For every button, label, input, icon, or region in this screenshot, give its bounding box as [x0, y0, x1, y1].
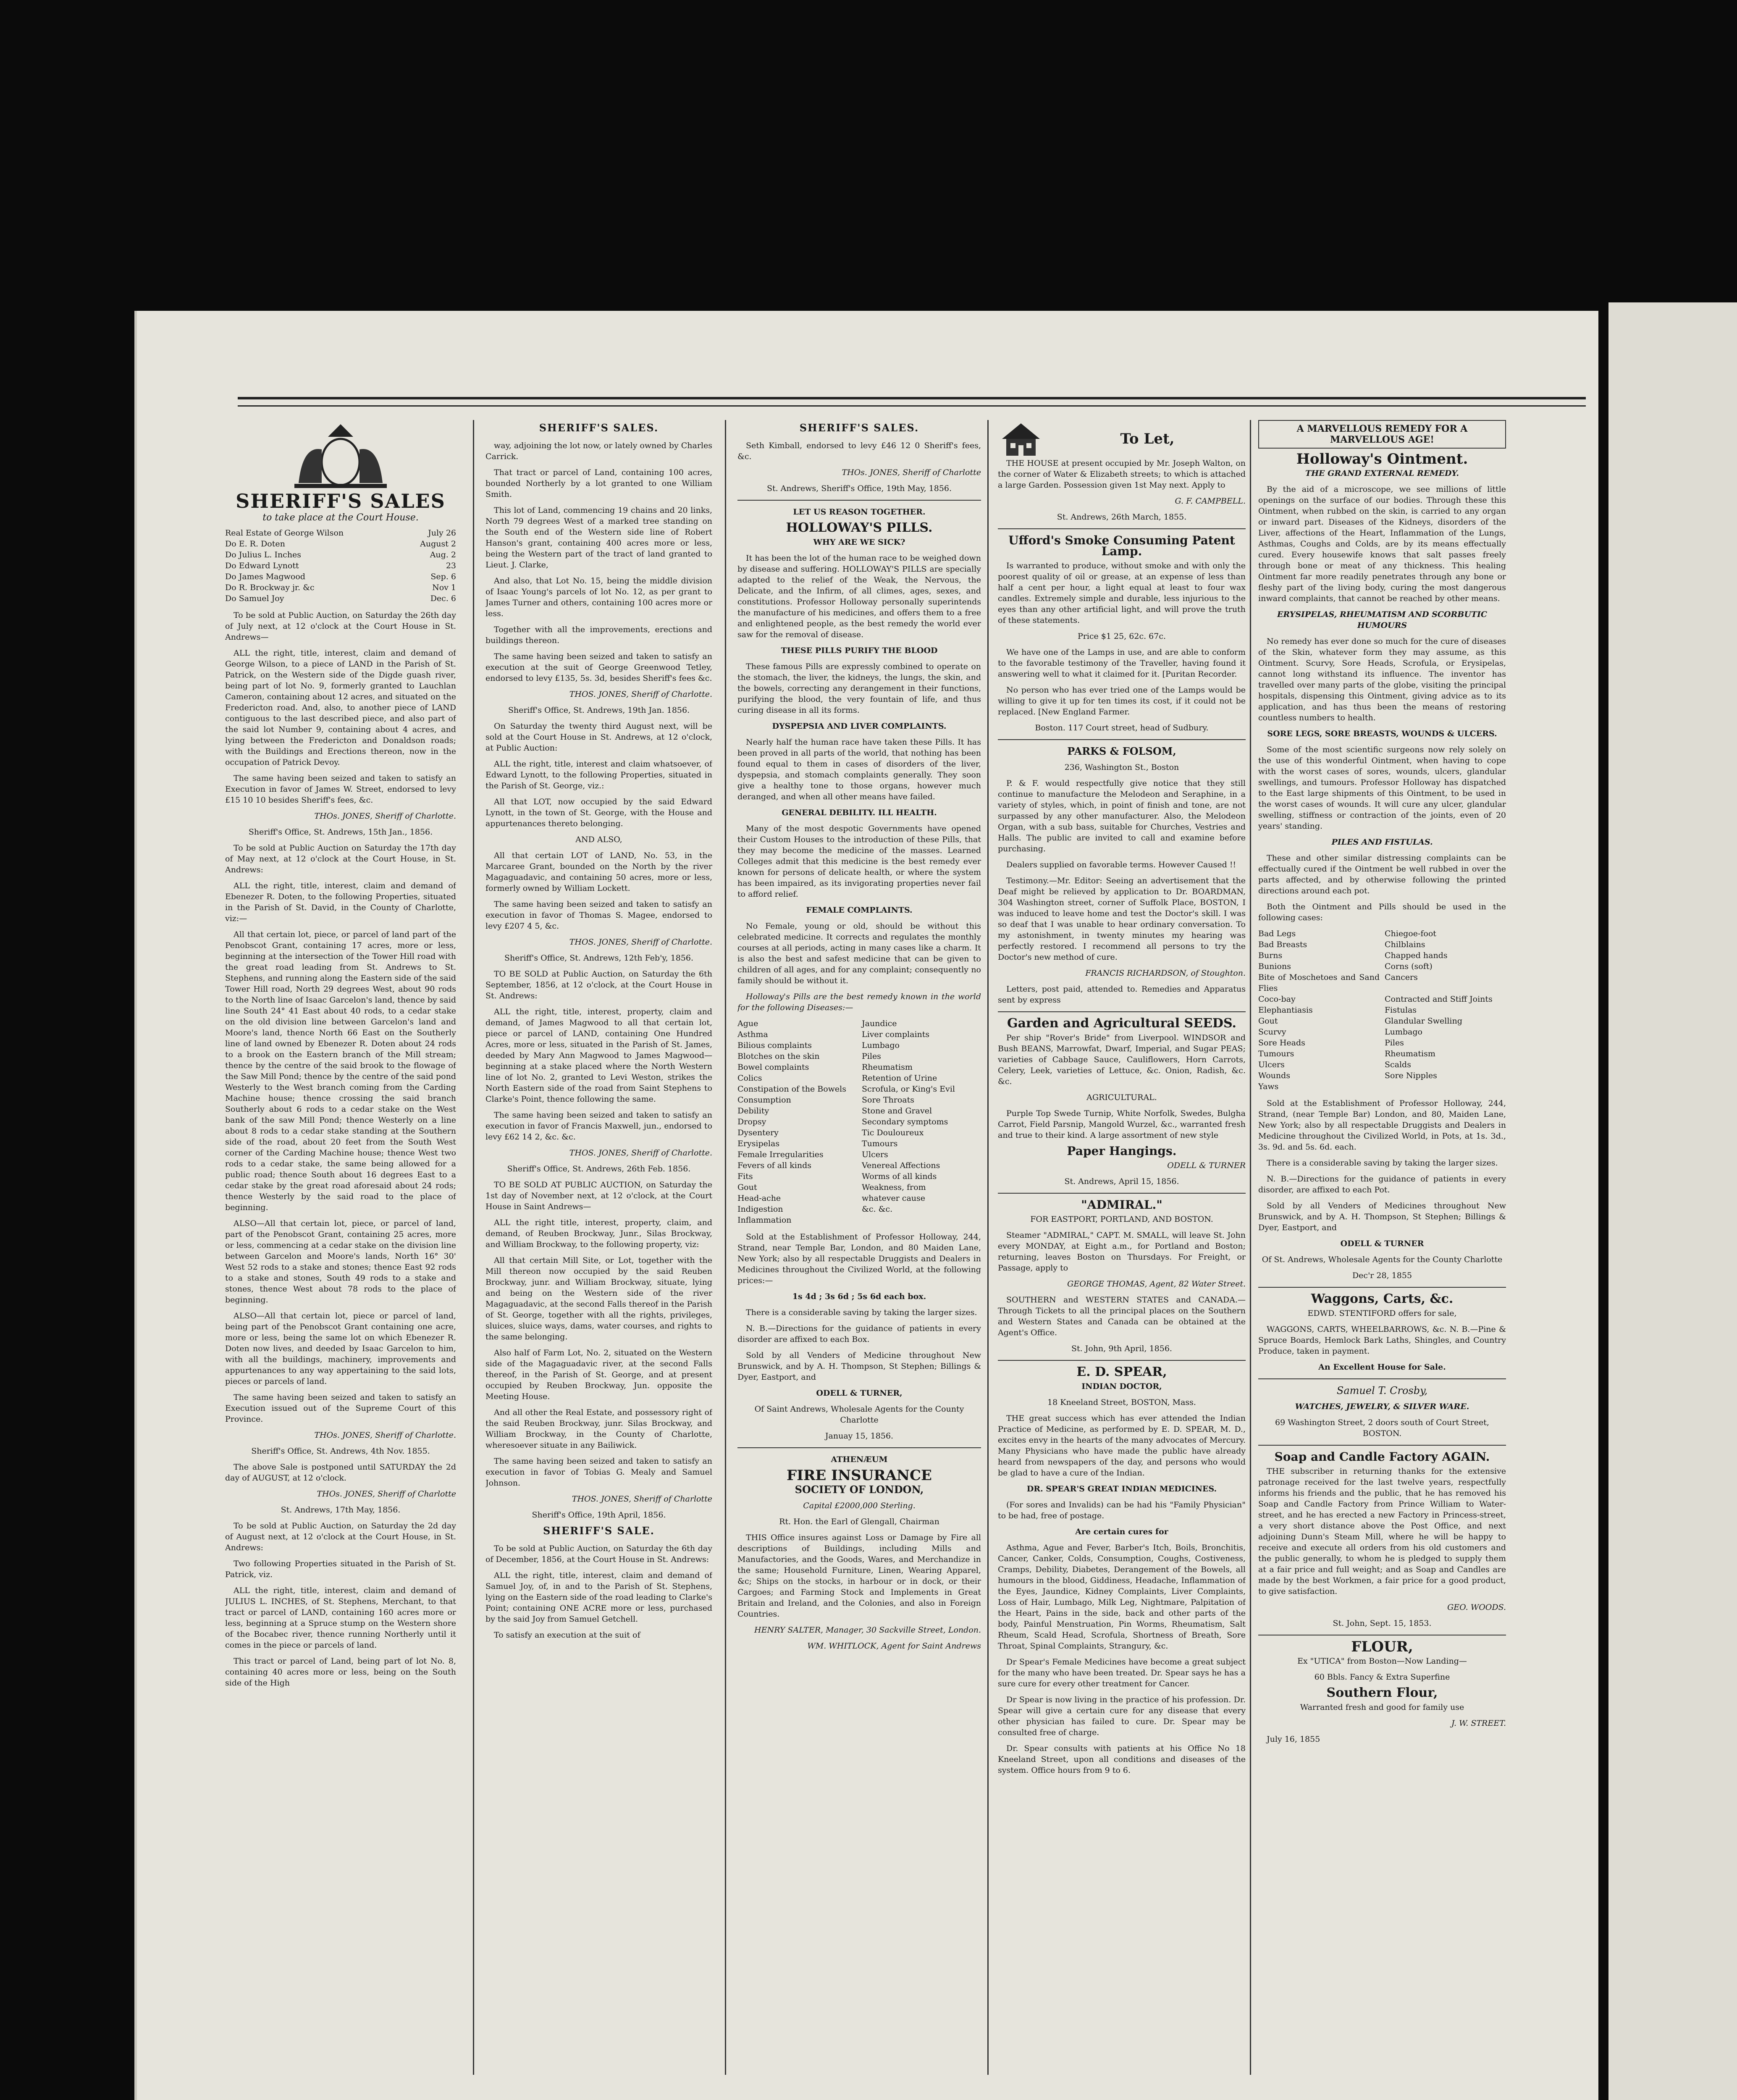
paragraph: Sold at the Establishment of Professor Holloway, 244, Strand, near Temple Bar, London, and 80 Maiden Lane, New York; also by all respectable Druggists and Dealers in Medicines throughout the Civilized World, at the following prices:— — [737, 1232, 981, 1285]
dateline: St. Andrews, April 15, 1856. — [1064, 1177, 1179, 1186]
paragraph: Purple Top Swede Turnip, White Norfolk, Swedes, Bulgha Carrot, Field Parsnip, Mangold Wurzel, &c., warranted fresh and true to their kind. A large assortment of new style — [998, 1109, 1246, 1140]
paragraph: TO BE SOLD AT PUBLIC AUCTION, on Saturday the 1st day of November next, at 12 o'clock, at the Court House in Saint Andrews— — [485, 1180, 712, 1211]
dateline: Sheriff's Office, St. Andrews, 19th Jan. 1856. — [508, 706, 690, 715]
section-heading: GENERAL DEBILITY. ILL HEALTH. — [782, 808, 937, 817]
prices: 1s 4d ; 3s 6d ; 5s 6d each box. — [792, 1292, 926, 1301]
agents-name: ODELL & TURNER, — [816, 1389, 903, 1398]
dateline: St. John, 9th April, 1856. — [1071, 1344, 1172, 1353]
list-item: Ague — [737, 1019, 758, 1028]
list-item: Sore Heads — [1258, 1038, 1305, 1047]
paragraph: ALL the right, title, interest, claim and demand of George Wilson, to a piece of LAND in the Parish of St. Patrick, on the Western side of the Digde guash river, being part of lot No. 9, formerly granted to Lauchlan Cameron, containing about 12 acres, and situated on the Fredericton road. And, also, to another piece of LAND contiguous to the last described piece, and also part of the said lot Number 9, containing about 4 acres, and lying between the Fredericton and Donaldson roads; with the Buildings and Erections thereon, now in the occupation of Patrick Devoy. — [225, 648, 456, 767]
list-item: Scurvy — [1258, 1027, 1286, 1037]
signature: GEORGE THOMAS, Agent, 82 Water Street. — [1067, 1279, 1246, 1289]
list-item: Dysentery — [737, 1128, 779, 1137]
chairman-label: Rt. Hon. the Earl of Glengall, Chairman — [779, 1517, 939, 1526]
list-item: Weakness, from — [862, 1183, 926, 1192]
list-item: Fistulas — [1385, 1005, 1417, 1015]
adjacent-page-strip — [1608, 302, 1737, 2100]
paragraph: Nearly half the human race have taken these Pills. It has been proved in all parts of the world, that nothing has been found equal to them in cases of disorders of the liver, dyspepsia, and stomach complaints generally. They soon give a healthy tone to those organs, however much deranged, and when all other means have failed. — [737, 738, 981, 801]
paragraph: Dealers supplied on favorable terms. However Caused !! — [1006, 860, 1236, 869]
waggons-title: Waggons, Carts, &c. — [1311, 1292, 1454, 1306]
society-label: SOCIETY OF LONDON, — [795, 1483, 924, 1496]
list-item: Burns — [1258, 951, 1283, 960]
list-item: Blotches on the skin — [737, 1052, 820, 1061]
list-item: Erysipelas — [737, 1139, 780, 1148]
paper-hangings-title: Paper Hangings. — [1067, 1144, 1177, 1158]
pills-title: HOLLOWAY'S PILLS. — [786, 520, 933, 535]
list-item: Dropsy — [737, 1117, 766, 1126]
paragraph: way, adjoining the lot now, or lately owned by Charles Carrick. — [485, 441, 712, 461]
signature: GEO. WOODS. — [1447, 1603, 1506, 1612]
list-item: Tumours — [1258, 1049, 1294, 1058]
list-item: Jaundice — [862, 1019, 897, 1028]
paragraph: Testimony.—Mr. Editor: Seeing an advertisement that the Deaf might be relieved by application to Dr. BOARDMAN, 304 Washington street, corner of Suffolk Place, BOSTON, I was induced to leave home and test the Doctor's skill. I was so deaf that I was unable to hear ordinary conversation. To my astonishment, in twenty minutes my hearing was perfectly restored. I recommend all persons to try the Doctor's new method of cure. — [998, 876, 1246, 962]
paragraph: To be sold at Public Auction, on Saturday the 26th day of July next, at 12 o'clock at the Court House in St. Andrews— — [225, 611, 456, 642]
list-item: Bowel complaints — [737, 1063, 809, 1072]
column-advertisements — [998, 420, 1246, 2083]
paragraph: Holloway's Pills are the best remedy known in the world for the following Diseases:— — [737, 992, 981, 1012]
section-heading: AGRICULTURAL. — [1086, 1093, 1157, 1102]
section-heading: DR. SPEAR'S GREAT INDIAN MEDICINES. — [1026, 1484, 1217, 1494]
column-sheriffs-sales-2 — [485, 420, 712, 2083]
list-item: Chilblains — [1385, 940, 1425, 949]
list-item: Yaws — [1258, 1082, 1279, 1091]
paragraph: ALL the right, title, interest and claim whatsoever, of Edward Lynott, to the following Properties, situated in the Parish of St. George, viz.: — [485, 759, 712, 790]
list-item: Do Julius L. Inches Aug. 2 — [225, 550, 456, 559]
signature: THOs. JONES, Sheriff of Charlotte. — [314, 1431, 456, 1440]
list-item: Do R. Brockway jr. &c Nov 1 — [225, 583, 456, 592]
list-item: Cancers — [1385, 973, 1418, 982]
dateline: St. John, Sept. 15, 1853. — [1333, 1619, 1432, 1628]
list-item: Lumbago — [862, 1041, 900, 1050]
list-item: Fevers of all kinds — [737, 1161, 812, 1170]
list-item: Female Irregularities — [737, 1150, 824, 1159]
column-sheriffs-sales — [225, 420, 456, 2100]
paragraph: Seth Kimball, endorsed to levy £46 12 0 Sheriff's fees, &c. — [737, 441, 981, 461]
paragraph: ALL the right, title, interest, claim and demand of Samuel Joy, of, in and to the Parish of St. Stephens, lying on the Eastern side of the road leading to Clarke's Point; containing ONE ACRE more or less, purchased by the said Joy from Samuel Getchell. — [485, 1571, 712, 1624]
ointment-sub: THE GRAND EXTERNAL REMEDY. — [1305, 469, 1459, 478]
flour-brand: Southern Flour, — [1326, 1685, 1438, 1700]
paragraph: Together with all the improvements, erections and buildings thereon. — [485, 625, 712, 645]
paragraph: We have one of the Lamps in use, and are able to conform to the favorable testimony of the Traveller, having found it answering well to what it claimed for it. [Puritan Recorder. — [998, 648, 1246, 679]
signature: WM. WHITLOCK, Agent for Saint Andrews — [807, 1641, 981, 1651]
dateline: July 16, 1855 — [1267, 1735, 1320, 1744]
fire-insurance-title: FIRE INSURANCE — [787, 1467, 932, 1484]
signature: THOS. JONES, Sheriff of Charlotte. — [569, 690, 712, 699]
list-item: Colics — [737, 1074, 762, 1083]
paragraph: Sold by all Venders of Medicines throughout New Brunswick, and by A. H. Thompson, St Stephen; Billings & Dyer, Eastport, and — [1258, 1201, 1506, 1232]
paragraph: Some of the most scientific surgeons now rely solely on the use of this wonderful Ointment, when having to cope with the worst cases of sores, wounds, ulcers, glandular swellings, and tumours. Professor Holloway has dispatched to the East large shipments of this Ointment, to be used in the worst cases of wounds. It will cure any ulcer, glandular swelling, stiffness or contraction of the joints, even of 20 years' standing. — [1258, 745, 1506, 831]
paragraph: The same having been seized and taken to satisfy an execution in favor of Francis Maxwell, jun., endorsed to levy £62 14 2, &c. &c. — [485, 1110, 712, 1142]
list-item: Secondary symptoms — [862, 1117, 948, 1126]
signature: THOS. JONES, Sheriff of Charlotte. — [569, 937, 712, 947]
list-item: Asthma — [737, 1030, 768, 1039]
paragraph: Is warranted to produce, without smoke and with only the poorest quality of oil or grease, at an expense of less than half a cent per hour, a light equal at least to four wax candles. Extremely simple and durable, less injurious to the eyes than any other artificial light, and will prove the truth of these statements. — [998, 561, 1246, 625]
seeds-title: Garden and Agricultural SEEDS. — [1007, 1016, 1236, 1031]
list-item: Ulcers — [1258, 1060, 1285, 1069]
section-heading: WHY ARE WE SICK? — [813, 538, 905, 547]
list-item — [1385, 1081, 1506, 1092]
to-let-title: To Let, — [1120, 430, 1175, 447]
masthead-rule — [238, 397, 1586, 407]
waggons-seller: EDWD. STENTIFORD offers for sale, — [1307, 1309, 1457, 1318]
list-item: whatever cause — [862, 1194, 926, 1203]
lamp-price: Price $1 25, 62c. 67c. — [1077, 632, 1166, 641]
paragraph: Dr Spear is now living in the practice of his profession. Dr. Spear will give a certain cure for any disease that every other physician has failed to cure. Dr. Spear may be consulted free of charge. — [998, 1695, 1246, 1737]
list-item: Bad Legs — [1258, 929, 1296, 938]
and-also-label: AND ALSO, — [575, 835, 622, 844]
flour-qty: 60 Bbls. Fancy & Extra Superfine — [1314, 1672, 1450, 1682]
paragraph: THE great success which has ever attended the Indian Practice of Medicine, as performed by E. D. SPEAR, M. D., excites envy in the hearts of the many advocates of Mercury. Many Physicians who have made the public have already heard from newspapers of the day, and persons who would be glad to have a cure of the Indian. — [998, 1414, 1246, 1478]
flour-note: Warranted fresh and good for family use — [1300, 1703, 1464, 1712]
paragraph: Dr Spear's Female Medicines have become a great subject for the many who have been treated. Dr. Spear says he has a sure cure for every other treatment for Cancer. — [998, 1657, 1246, 1688]
divider — [998, 1360, 1246, 1361]
paragraph: All that certain LOT of LAND, No. 53, in the Marcaree Grant, bounded on the North by the river Magaguadavic, and containing 50 acres, more or less, formerly owned by William Lockett. — [485, 851, 712, 893]
newspaper-page — [134, 311, 1598, 2100]
estates-list — [225, 528, 456, 604]
sheriffs-sales-heading: SHERIFF'S SALES — [236, 490, 446, 512]
dateline: Sheriff's Office, St. Andrews, 4th Nov. 1855. — [251, 1446, 430, 1456]
dateline: St. Andrews, Sheriff's Office, 19th May, 1856. — [766, 484, 952, 493]
column-heading: SHERIFF'S SALE. — [543, 1525, 655, 1537]
section-heading: THESE PILLS PURIFY THE BLOOD — [781, 646, 938, 655]
list-item — [862, 1215, 981, 1226]
list-item: Liver complaints — [862, 1030, 930, 1039]
paragraph: All that LOT, now occupied by the said Edward Lynott, in the town of St. George, with the House and appurtenances thereto belonging. — [485, 797, 712, 828]
paragraph: Sold by all Venders of Medicine throughout New Brunswick, and by A. H. Thompson, St Stephen; Billings & Dyer, Eastport, and — [737, 1351, 981, 1382]
agents-sub: Of Saint Andrews, Wholesale Agents for the County Charlotte — [754, 1404, 964, 1425]
dateline: Sheriff's Office, St. Andrews, 12th Feb'y, 1856. — [504, 953, 694, 963]
list-item: Piles — [1385, 1038, 1404, 1047]
signature: J. W. STREET. — [1451, 1719, 1506, 1728]
section-heading: FEMALE COMPLAINTS. — [806, 906, 913, 915]
list-item: Bunions — [1258, 962, 1291, 971]
dateline: Sheriff's Office, St. Andrews, 15th Jan., 1856. — [248, 827, 433, 837]
list-item: Real Estate of George Wilson July 26 — [225, 528, 456, 538]
admiral-route: FOR EASTPORT, PORTLAND, AND BOSTON. — [1030, 1215, 1213, 1224]
crosby-name: Samuel T. Crosby, — [1336, 1385, 1428, 1396]
list-item: Corns (soft) — [1385, 962, 1433, 971]
paragraph: This lot of Land, commencing 19 chains and 20 links, North 79 degrees West of a marked tree standing on the South end of the Western side line of Robert Hanson's grant, containing 400 acres more or less, being the Western part of the tract of land granted to Lieut. J. Clarke, — [485, 506, 712, 570]
paragraph: All that certain Mill Site, or Lot, together with the Mill thereon now occupied by the said Reuben Brockway, junr. and William Brockway, situate, lying and being on the Western side of the river Magaguadavic, at the second Falls thereof in the Parish of St. George, together with all the rights, privileges, sluices, sluice ways, dams, water courses, and rights to the same belonging. — [485, 1256, 712, 1341]
paragraph: No person who has ever tried one of the Lamps would be willing to give it up for ten times its cost, if it could not be replaced. [New England Farmer. — [998, 685, 1246, 717]
paragraph: Steamer "ADMIRAL," CAPT. M. SMALL, will leave St. John every MONDAY, at Eight a.m., for Portland and Boston; returning, leaves Boston on Thursdays. For Freight, or Passage, apply to — [998, 1231, 1246, 1273]
paragraph: Dr. Spear consults with patients at his Office No 18 Kneeland Street, upon all conditions and diseases of the system. Office hours from 9 to 6. — [998, 1744, 1246, 1775]
signature: THOS. JONES, Sheriff of Charlotte. — [569, 1148, 712, 1158]
agents-sub: Of St. Andrews, Wholesale Agents for the County Charlotte — [1262, 1255, 1503, 1264]
spear-sub: INDIAN DOCTOR, — [1081, 1382, 1162, 1391]
list-item: Lumbago — [1385, 1027, 1422, 1037]
list-item: Bilious complaints — [737, 1041, 812, 1050]
paragraph: THE subscriber in returning thanks for the extensive patronage received for the last twelve years, respectfully informs his friends and the public, that he has removed his Soap and Candle Factory from Prince William to Water-street, and he has erected a new Factory in Princess-street, a very short distance above the Post Office, and next adjoining Dunn's Steam Mill, where he will be happy to receive and execute all orders from his old customers and the public generally, to whom he is pledged to supply them at a fair price and full weight; and as Soap and Candles are made by the best Workmen, a fair price for a good product, to give satisfaction. — [1258, 1467, 1506, 1596]
signature: THOS. JONES, Sheriff of Charlotte — [572, 1494, 712, 1504]
paragraph: It has been the lot of the human race to be weighed down by disease and suffering. HOLLOWAY'S PILLS are specially adapted to the relief of the Weak, the Nervous, the Delicate, and the Infirm, of all climes, ages, sexes, and constitutions. Professor Holloway personally superintends the manufacture of his medicines, and offers them to a free and enlightened people, as the best remedy the world ever saw for the removal of disease. — [737, 554, 981, 639]
paragraph: N. B.—Directions for the guidance of patients in every disorder are affixed to each Box. — [737, 1324, 981, 1344]
signature: G. F. CAMPBELL. — [1175, 496, 1246, 506]
list-item: Piles — [862, 1052, 881, 1061]
section-heading: SORE LEGS, SORE BREASTS, WOUNDS & ULCERS. — [1267, 729, 1497, 738]
paragraph: P. & F. would respectfully give notice that they still continue to manufacture the Melodeon and Seraphine, in a variety of styles, which, in point of finish and tone, are not surpassed by any other manufacturer. Also, the Melodeon Organ, with a sub bass, suitable for Churches, Vestries and Halls. The public are invited to call and examine before purchasing. — [998, 779, 1246, 853]
spear-address: 18 Kneeland Street, BOSTON, Mass. — [1047, 1398, 1196, 1407]
list-item: Fits — [737, 1172, 753, 1181]
list-item: Scalds — [1385, 1060, 1411, 1069]
divider — [1258, 1378, 1506, 1379]
paragraph: ALSO—All that certain lot, piece or parcel of land, being part of the Penobscot Grant containing one acre, more or less, being the same lot on which Ebenezer R. Doten now lives, and deeded by Isaac Garcelon to him, with all the buildings, machinery, improvements and appurtenances to any way appertaining to the said lots, pieces or parcels of land. — [225, 1311, 456, 1386]
paragraph: And all other the Real Estate, and possessory right of the said Reuben Brockway, junr. Silas Brockway, and William Brockway, in the County of Charlotte, wheresoever situate in any Bailiwick. — [485, 1408, 712, 1450]
column-holloway-pills — [737, 420, 981, 2083]
list-item: Do Samuel Joy Dec. 6 — [225, 594, 456, 603]
column-rule — [725, 420, 726, 2075]
divider — [998, 1193, 1246, 1194]
cases-list — [1258, 928, 1506, 1092]
dateline: Sheriff's Office, 19th April, 1856. — [532, 1510, 666, 1520]
list-item: Ulcers — [862, 1150, 888, 1159]
crosby-wares: WATCHES, JEWELRY, & SILVER WARE. — [1295, 1402, 1469, 1411]
list-item: Constipation of the Bowels — [737, 1084, 846, 1094]
paragraph: N. B.—Directions for the guidance of patients in every disorder, are affixed to each Pot. — [1258, 1174, 1506, 1194]
list-item: Glandular Swelling — [1385, 1016, 1462, 1026]
paragraph: That tract or parcel of Land, containing 100 acres, bounded Northerly by a lot granted to one William Smith. — [485, 468, 712, 499]
paragraph: The same having been seized and taken to satisfy an Execution issued out of the Supreme Court of this Province. — [225, 1393, 456, 1424]
paragraph: By the aid of a microscope, we see millions of little openings on the surface of our bodies. Through these this Ointment, when rubbed on the skin, is carried to any organ or inward part. Diseases of the Kidneys, disorders of the Liver, affections of the Heart, Inflammation of the Lungs, Asthmas, Coughs and Colds, are by its means effectually cured. Every housewife knows that salt passes freely through bone or meat of any thickness. This healing Ointment far more readily penetrates through any bone or fleshy part of the living body, curing the most dangerous inward complaints, that cannot be reached by other means. — [1258, 485, 1506, 603]
dateline: St. Andrews, 26th March, 1855. — [1057, 512, 1187, 522]
signature: THOs. JONES, Sheriff of Charlotte. — [314, 811, 456, 821]
admiral-title: "ADMIRAL." — [1081, 1198, 1162, 1212]
paragraph: This tract or parcel of Land, being part of lot No. 8, containing 40 acres more or less, being on the South side of the High — [225, 1656, 456, 1688]
list-item: Inflammation — [737, 1215, 792, 1225]
paragraph: The same having been seized and taken to satisfy an execution in favor of Tobias G. Mealy and Samuel Johnson. — [485, 1457, 712, 1488]
list-item: Gout — [1258, 1016, 1278, 1026]
paragraph: To be sold at Public Auction, on Saturday the 6th day of December, 1856, at the Court House in St. Andrews: — [485, 1544, 712, 1564]
list-item: Elephantiasis — [1258, 1005, 1313, 1015]
capital-label: Capital £2000,000 Sterling. — [803, 1501, 916, 1510]
list-item: Stone and Gravel — [862, 1106, 932, 1116]
dateline: Januay 15, 1856. — [825, 1431, 894, 1441]
agents-name: ODELL & TURNER — [1340, 1239, 1424, 1248]
paragraph: And also, that Lot No. 15, being the middle division of Isaac Young's parcels of lot No. 12, as per grant to James Turner and others, containing 100 acres more or less. — [485, 576, 712, 618]
column-rule — [473, 420, 474, 2075]
divider — [1258, 1445, 1506, 1446]
paragraph: Sold at the Establishment of Professor Holloway, 244, Strand, (near Temple Bar) London, and 80, Maiden Lane, New York; also by all respectable Druggists and Dealers in Medicine throughout the Civilized World, in Pots, at 1s. 3d., 3s. 9d. and 5s. 6d. each. — [1258, 1099, 1506, 1152]
paragraph: Both the Ointment and Pills should be used in the following cases: — [1258, 902, 1506, 922]
divider — [1258, 1287, 1506, 1288]
signature: FRANCIS RICHARDSON, of Stoughton. — [1085, 969, 1246, 978]
paragraph: THE HOUSE at present occupied by Mr. Joseph Walton, on the corner of Water & Elizabeth streets; to which is attached a large Garden. Possession given 1st May next. Apply to — [998, 459, 1246, 490]
column-heading: SHERIFF'S SALES. — [539, 422, 659, 434]
paragraph: Many of the most despotic Governments have opened their Custom Houses to the introduction of these Pills, that they may become the medicine of the masses. Learned Colleges admit that this medicine is the best remedy ever known for persons of delicate health, or where the system has been impaired, as its invigorating properties never fail to afford relief. — [737, 824, 981, 899]
list-item: Indigestion — [737, 1205, 783, 1214]
royal-crest-icon — [286, 420, 395, 491]
section-heading: DYSPEPSIA AND LIVER COMPLAINTS. — [772, 722, 947, 731]
paragraph: The same having been seized and taken to satisfy an execution in favor of Thomas S. Magee, endorsed to levy £207 4 5, &c. — [485, 900, 712, 931]
paragraph: The above Sale is postponed until SATURDAY the 2d day of AUGUST, at 12 o'clock. — [225, 1462, 456, 1483]
paragraph: ALL the right, title, interest, claim and demand of Ebenezer R. Doten, to the following Properties, situated in the Parish of St. David, in the County of Charlotte, viz:— — [225, 881, 456, 923]
section-heading: PILES AND FISTULAS. — [1331, 837, 1433, 847]
paragraph: ALL the right title, interest, property, claim, and demand, of Reuben Brockway, Junr., Silas Brockway, and William Brockway, to the following property, viz: — [485, 1218, 712, 1249]
paragraph: Per ship "Rover's Bride" from Liverpool. WINDSOR and Bush BEANS, Marrowfat, Dwarf, Imperial, and Sugar PEAS; varieties of Cabbage Sauce, Cauliflowers, Horn Carrots, Celery, Leek, varieties of Lettuce, &c. Onion, Radish, &c. &c. — [998, 1033, 1246, 1086]
divider — [998, 1011, 1246, 1012]
list-item: Venereal Affections — [862, 1161, 940, 1170]
column-heading: SHERIFF'S SALES. — [799, 422, 919, 434]
list-item: Rheumatism — [1385, 1049, 1435, 1058]
slogan: LET US REASON TOGETHER. — [793, 507, 926, 517]
paragraph: There is a considerable saving by taking the larger sizes. — [1267, 1158, 1498, 1168]
athenaeum-label: ATHENÆUM — [831, 1455, 888, 1464]
list-item: Chiegoe-foot — [1385, 929, 1436, 938]
paragraph: The same having been seized and taken to satisfy an Execution in favor of James W. Street, endorsed to levy £15 10 10 besides Sheriff's fees, &c. — [225, 774, 456, 805]
house-icon — [998, 420, 1044, 458]
list-item: Head-ache — [737, 1194, 781, 1203]
list-item: Bad Breasts — [1258, 940, 1307, 949]
paragraph: (For sores and Invalids) can be had his "Family Physician" to be had, free of postage. — [998, 1500, 1246, 1520]
signature: ODELL & TURNER — [1167, 1161, 1246, 1170]
paragraph: Asthma, Ague and Fever, Barber's Itch, Boils, Bronchitis, Cancer, Canker, Colds, Consumption, Coughs, Costiveness, Cramps, Debility, Diabetes, Derangement of the Bowels, all humours in the blood, Giddiness, Headache, Inflammation of the Eyes, Jaundice, Kidney Complaints, Liver Complaints, Loss of Hair, Lumbago, Milk Leg, Nightmare, Palpitation of the Heart, Pains in the side, back and other parts of the body, Painful Menstruation, Pin Worms, Rheumatism, Salt Rheum, Scald Head, Scrofula, Shortness of Breath, Sore Throat, Spinal Complaints, Strangury, &c. — [998, 1543, 1246, 1651]
column-holloway-ointment — [1258, 420, 1506, 2083]
list-item: &c. &c. — [862, 1205, 893, 1214]
list-item: Wounds — [1258, 1071, 1291, 1080]
section-heading: ERYSIPELAS, RHEUMATISM AND SCORBUTIC HUMOURS — [1277, 610, 1488, 630]
house-for-sale: An Excellent House for Sale. — [1318, 1362, 1446, 1372]
signature: THOs. JONES, Sheriff of Charlotte — [842, 468, 981, 477]
paragraph: THIS Office insures against Loss or Damage by Fire all descriptions of Buildings, including Mills and Manufactories, and the Goods, Wares, and Merchandize in the same; Household Furniture, Linen, Wearing Apparel, &c; Ships on the stocks, in harbour or in dock, or their Cargoes; and Farming Stock and Implements in Great Britain and Ireland, and the Colonies, and also in Foreign Countries. — [737, 1533, 981, 1619]
paragraph: The same having been seized and taken to satisfy an execution at the suit of George Greenwood Tetley, endorsed to levy £135, 5s. 3d, besides Sheriff's fees &c. — [485, 652, 712, 683]
paragraph: Also half of Farm Lot, No. 2, situated on the Western side of the Magaguadavic river, at the second Falls thereof, in the Parish of St. George, and at present occupied by Reuben Brockway, Jun. opposite the Meeting House. — [485, 1348, 712, 1401]
spear-title: E. D. SPEAR, — [1076, 1365, 1167, 1379]
dateline: St. Andrews, 17th May, 1856. — [281, 1505, 401, 1515]
flour-sub: Ex "UTICA" from Boston—Now Landing— — [1297, 1656, 1467, 1666]
paragraph: ALSO—All that certain lot, piece, or parcel of land, part of the Penobscot Grant, containing 25 acres, more or less, commencing at a cedar stake on the division line between Garcelon and Moore's lands, North 16° 30' West 52 rods to a stake and stones; thence East 92 rods to a stake and stones, South 49 rods to a stake and stones, thence West about 78 rods to the place of beginning. — [225, 1219, 456, 1305]
paragraph: SOUTHERN and WESTERN STATES and CANADA.—Through Tickets to all the principal places on the Southern and Western States and Canada can be obtained at the Agent's Office. — [998, 1295, 1246, 1337]
paragraph: These and other similar distressing complaints can be effectually cured if the Ointment be well rubbed in over the parts affected, and by otherwise following the printed directions around each pot. — [1258, 853, 1506, 895]
to-let-block — [998, 420, 1246, 458]
divider — [998, 739, 1246, 740]
lamp-title: Ufford's Smoke Consuming Patent Lamp. — [1008, 533, 1235, 558]
marvel-banner: A MARVELLOUS REMEDY FOR A MARVELLOUS AGE! — [1258, 420, 1506, 449]
paragraph: No Female, young or old, should be without this celebrated medicine. It corrects and regulates the monthly courses at all periods, acting in many cases like a charm. It is also the best and safest medicine that can be given to children of all ages, and for any complaint; consequently no family should be without it. — [737, 921, 981, 985]
list-item: Tumours — [862, 1139, 898, 1148]
flour-title: FLOUR, — [1351, 1638, 1413, 1655]
list-item: Rheumatism — [862, 1063, 913, 1072]
list-item: Scrofula, or King's Evil — [862, 1084, 955, 1094]
paragraph: TO BE SOLD at Public Auction, on Saturday the 6th September, 1856, at 12 o'clock, at the Court House in St. Andrews: — [485, 969, 712, 1000]
list-item: Do Edward Lynott 23 — [225, 561, 456, 570]
column-rule — [987, 420, 989, 2075]
list-item: Gout — [737, 1183, 757, 1192]
paragraph: To be sold at Public Auction, on Saturday the 2d day of August next, at 12 o'clock at the Court House, in St. Andrews: — [225, 1521, 456, 1552]
list-item: Sore Throats — [862, 1095, 914, 1105]
dateline: Sheriff's Office, St. Andrews, 26th Feb. 1856. — [507, 1164, 691, 1173]
paragraph: WAGGONS, CARTS, WHEELBARROWS, &c. N. B.—Pine & Spruce Boards, Hemlock Bark Laths, Shingles, and Country Produce, taken in payment. — [1258, 1325, 1506, 1356]
list-item: Debility — [737, 1106, 769, 1116]
list-item: Retention of Urine — [862, 1074, 937, 1083]
list-item: Chapped hands — [1385, 951, 1448, 960]
paragraph: To satisfy an execution at the suit of — [494, 1630, 640, 1640]
list-item: Contracted and Stiff Joints — [1385, 995, 1493, 1004]
section-heading: Are certain cures for — [1075, 1527, 1168, 1536]
list-item: Do E. R. Doten August 2 — [225, 539, 456, 549]
divider — [998, 528, 1246, 529]
column-rule — [1250, 420, 1251, 2075]
soap-title: Soap and Candle Factory AGAIN. — [1274, 1450, 1490, 1464]
paragraph: To be sold at Public Auction on Saturday the 17th day of May next, at 12 o'clock at the Court House, in St. Andrews: — [225, 843, 456, 874]
signature: HENRY SALTER, Manager, 30 Sackville Street, London. — [754, 1625, 981, 1635]
list-item: Worms of all kinds — [862, 1172, 937, 1181]
list-item: Coco-bay — [1258, 995, 1296, 1004]
paragraph: Letters, post paid, attended to. Remedies and Apparatus sent by express — [998, 984, 1246, 1005]
list-item: Tic Douloureux — [862, 1128, 924, 1137]
list-item: Do James Magwood Sep. 6 — [225, 572, 456, 581]
dateline: Dec'r 28, 1855 — [1352, 1271, 1412, 1280]
ointment-title: Holloway's Ointment. — [1296, 451, 1468, 467]
divider — [737, 500, 981, 501]
crosby-address: 69 Washington Street, 2 doors south of Court Street, BOSTON. — [1275, 1418, 1489, 1438]
list-item: Consumption — [737, 1095, 791, 1105]
paragraph: On Saturday the twenty third August next, will be sold at the Court House in St. Andrews, at 12 o'clock, at Public Auction: — [485, 722, 712, 753]
paragraph: No remedy has ever done so much for the cure of diseases of the Skin, whatever form they may assume, as this Ointment. Scurvy, Sore Heads, Scrofula, or Erysipelas, cannot long withstand its influence. The inventor has travelled over many parts of the globe, visiting the principal hospitals, dispensing this Ointment, giving advice as to its application, and has thus been the means of restoring countless numbers to health. — [1258, 637, 1506, 722]
sheriffs-sales-subheading: to take place at the Court House. — [262, 512, 419, 523]
parks-folsom-title: PARKS & FOLSOM, — [1067, 745, 1176, 757]
paragraph: ALL the right, title, interest, property, claim and demand, of James Magwood to all that certain lot, piece or parcel of LAND, containing One Hundred Acres, more or less, situated in the Parish of St. James, deeded by Mary Ann Magwood to James Magwood—beginning at a stake placed where the North Western line of lot No. 2, granted to Levi Weston, strikes the North Eastern side of the road from Saint Stephens to Clarke's Point, thence following the same. — [485, 1007, 712, 1104]
paragraph: These famous Pills are expressly combined to operate on the stomach, the liver, the kidneys, the lungs, the skin, and the bowels, correcting any derangement in their functions, purifying the blood, the very fountain of life, and thus curing disease in all its forms. — [737, 662, 981, 715]
divider — [737, 1447, 981, 1448]
paragraph: ALL the right, title, interest, claim and demand of JULIUS L. INCHES, of St. Stephens, Merchant, to that tract or parcel of LAND, containing 160 acres more or less, beginning at a Spruce stump on the Western shore of the Bocabec river, thence running Northerly until it comes in the piece or parcels of land. — [225, 1586, 456, 1650]
list-item: Bite of Moschetoes and Sand Flies — [1258, 973, 1380, 993]
parks-address: 236, Washington St., Boston — [1064, 763, 1179, 772]
list-item: Sore Nipples — [1385, 1071, 1437, 1080]
paragraph: There is a considerable saving by taking the larger sizes. — [746, 1308, 977, 1317]
signature: THOs. JONES, Sheriff of Charlotte — [317, 1489, 456, 1499]
paragraph: Two following Properties situated in the Parish of St. Patrick, viz. — [225, 1559, 456, 1579]
lamp-address: Boston. 117 Court street, head of Sudbury. — [1035, 723, 1209, 732]
paragraph: All that certain lot, piece, or parcel of land part of the Penobscot Grant, containing 17 acres, more or less, beginning at the intersection of the Tower Hill road with the great road leading from St. Andrews to St. Stephens, and running along the Eastern side of the said Tower Hill road, North 29 degrees West, about 90 rods to the North line of Isaac Garcelon's land, thence by said line South 24° 41 East about 40 rods, to a cedar stake on the old division line between Garcelon's land and Moore's land, thence North 66 East on the Southerly line of land owned by Ebenezer R. Doten about 24 rods to a brook on the Eastern branch of the Mill stream; thence by the centre of the said brook to the flowage of the Saw Mill Pond; thence by the centre of the said pond Westerly to the West branch coming from the Carding Machine house; thence crossing the said branch Southerly about 6 rods to a cedar stake on the West bank of the saw Mill Pond; thence Westerly on a line about 8 rods to a cedar stake standing at the Southern side of the road, about 20 feet from the South West corner of the Carding Machine house; thence West two rods to a cedar stake, the same being allowed for a public road; thence South about 16 degrees East to a cedar stake by the great road aforesaid about 24 rods; thence Westerly by the said road to the place of beginning. — [225, 930, 456, 1212]
diseases-list — [737, 1018, 981, 1226]
